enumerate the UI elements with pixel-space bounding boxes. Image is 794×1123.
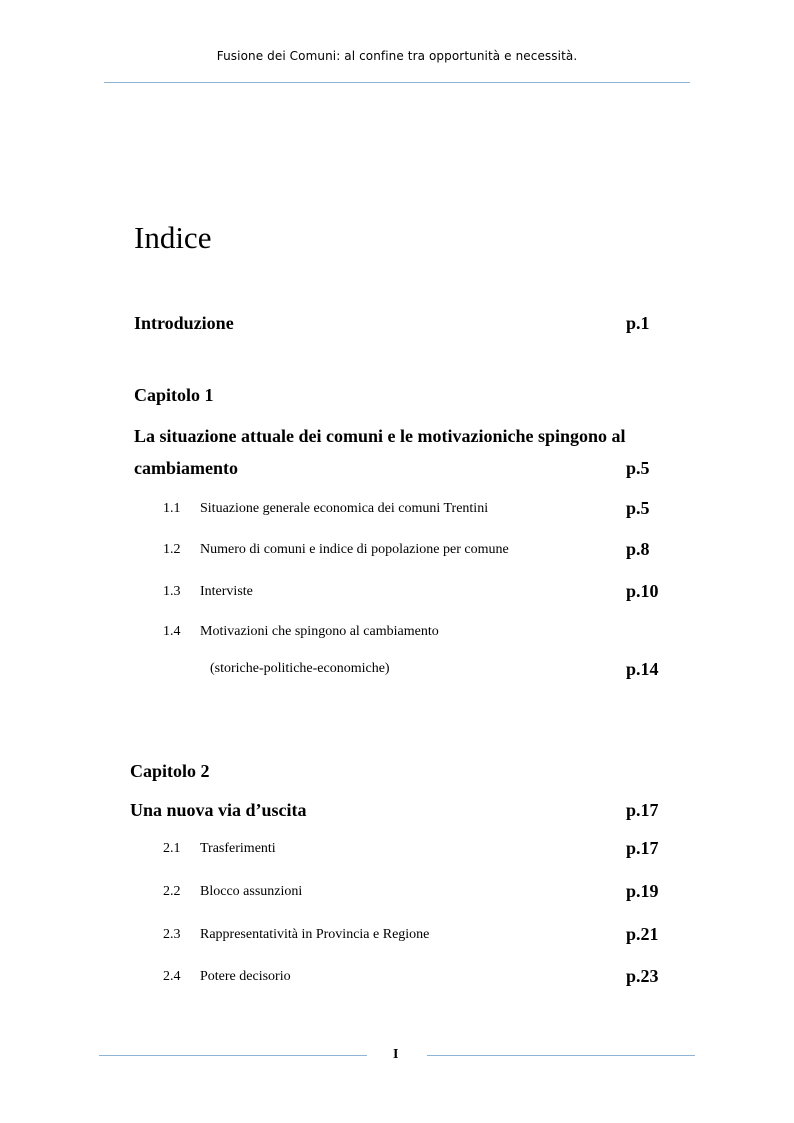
toc-item-label: Interviste (200, 584, 253, 599)
footer-divider-left (99, 1055, 367, 1056)
page-number: I (393, 1047, 399, 1062)
toc-item-label: Blocco assunzioni (200, 884, 303, 899)
toc-intro-label: Introduzione (134, 313, 234, 333)
header-divider (104, 82, 690, 83)
toc-item-page: p.10 (626, 581, 659, 601)
toc-item-number: 2.2 (163, 884, 181, 899)
toc-item-number: 1.1 (163, 501, 181, 516)
toc-item-label: Potere decisorio (200, 969, 291, 984)
chapter2-page: p.17 (626, 800, 659, 820)
toc-item-label-continuation: (storiche-politiche-economiche) (210, 661, 390, 676)
chapter1-page: p.5 (626, 458, 650, 478)
toc-item-page: p.21 (626, 924, 659, 944)
toc-item-label: Rappresentatività in Provincia e Regione (200, 927, 430, 942)
chapter1-title-line2: cambiamento (134, 458, 238, 478)
toc-intro-page: p.1 (626, 313, 650, 333)
toc-item-label: Situazione generale economica dei comuni Trentini (200, 501, 489, 516)
toc-item-number: 2.4 (163, 969, 181, 984)
toc-item-label: Trasferimenti (200, 841, 276, 856)
running-header: Fusione dei Comuni: al confine tra opportunità e necessità. (216, 49, 578, 63)
index-title: Indice (134, 220, 212, 255)
footer-divider-right (427, 1055, 695, 1056)
toc-item-label: Motivazioni che spingono al cambiamento (200, 624, 439, 639)
toc-item-page: p.23 (626, 966, 659, 986)
toc-item-page: p.14 (626, 659, 659, 679)
toc-item-number: 2.3 (163, 927, 181, 942)
toc-item-page: p.17 (626, 838, 659, 858)
chapter1-title-line1: La situazione attuale dei comuni e le motivazioniche spingono al (134, 426, 626, 446)
toc-item-page: p.5 (626, 498, 650, 518)
chapter2-title: Una nuova via d’uscita (130, 800, 307, 820)
chapter1-heading: Capitolo 1 (134, 385, 214, 405)
toc-item-number: 2.1 (163, 841, 181, 856)
toc-item-number: 1.4 (163, 624, 181, 639)
chapter2-heading: Capitolo 2 (130, 761, 210, 781)
toc-item-number: 1.3 (163, 584, 181, 599)
toc-item-page: p.19 (626, 881, 659, 901)
toc-item-page: p.8 (626, 539, 650, 559)
toc-item-number: 1.2 (163, 542, 181, 557)
toc-item-label: Numero di comuni e indice di popolazione per comune (200, 542, 509, 557)
